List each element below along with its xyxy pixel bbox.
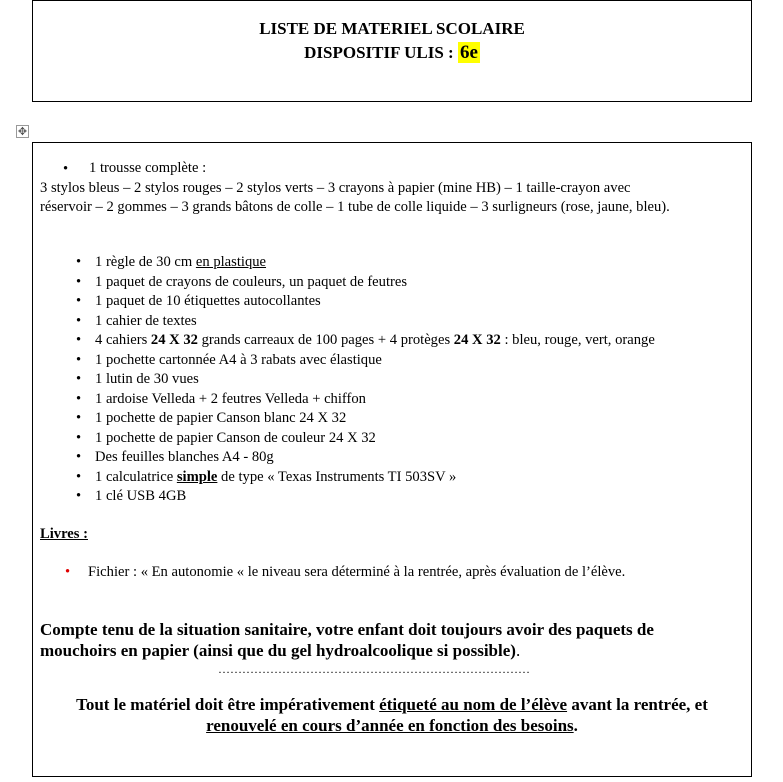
bullet: • — [76, 468, 82, 485]
item-text: 1 cahier de textes — [95, 312, 197, 329]
sanitaire-text: mouchoirs en papier (ainsi que du gel hydroalcoolique si possible) — [40, 641, 516, 660]
bullet: • — [76, 449, 82, 465]
sanitaire-line-2 — [40, 640, 520, 661]
sanitaire-line-1: Compte tenu de la situation sanitaire, votre enfant doit toujours avoir des paquets de — [40, 620, 654, 639]
list-item — [95, 274, 407, 291]
item-text: 1 paquet de crayons de couleurs, un paquet de feutres — [95, 273, 408, 290]
final-c: . — [573, 716, 578, 735]
bullet: • — [76, 273, 82, 290]
final-b: avant la rentrée, et — [567, 695, 708, 714]
item-text: 1 lutin de 30 vues — [95, 371, 199, 387]
trousse-line-2: réservoir – 2 gommes – 3 grands bâtons de colle – 1 tube de colle liquide – 3 surligneurs (rose, jaune, bleu). — [40, 199, 670, 215]
sanitaire-end: . — [515, 641, 521, 660]
bullet: • — [76, 312, 82, 329]
bullet: • — [76, 429, 82, 446]
item-text: 24 X 32 — [150, 332, 198, 348]
list-item — [95, 410, 346, 427]
item-text: 1 paquet de 10 étiquettes autocollantes — [95, 293, 321, 309]
list-item — [95, 254, 266, 271]
item-text: 4 cahiers — [95, 332, 151, 348]
bullet: • — [76, 351, 82, 368]
table-move-handle-icon[interactable]: ✥ — [17, 126, 28, 138]
item-text: 1 ardoise Velleda + 2 feutres Velleda + chiffon — [95, 390, 366, 407]
list-item — [95, 449, 274, 466]
red-bullet: • — [65, 564, 71, 580]
dotted-separator: …………………………………………………………………… — [218, 662, 530, 676]
item-text: 1 pochette cartonnée A4 à 3 rabats avec élastique — [95, 351, 382, 368]
item-text: de type « Texas Instruments TI 503SV » — [217, 468, 457, 485]
livres-item: Fichier : « En autonomie « le niveau sera déterminé à la rentrée, après évaluation de l’élève. — [88, 564, 626, 580]
item-text: 1 calculatrice — [95, 468, 177, 485]
trousse-label: 1 trousse complète : — [89, 160, 207, 176]
list-item — [95, 371, 199, 388]
list-item — [95, 352, 382, 369]
dispositif-label: DISPOSITIF ULIS : — [304, 43, 458, 62]
content-box — [32, 142, 752, 777]
list-item — [95, 293, 321, 310]
list-item — [95, 469, 456, 486]
item-text: simple — [176, 468, 218, 485]
item-text: en plastique — [195, 254, 267, 270]
bullet: • — [76, 390, 82, 407]
list-item — [95, 313, 197, 330]
title-line-1: LISTE DE MATERIEL SCOLAIRE — [259, 19, 525, 38]
bullet: • — [76, 410, 82, 426]
final-u1: étiqueté au nom de l’élève — [379, 695, 568, 714]
item-text: grands carreaux de 100 pages + 4 protèges — [197, 332, 454, 348]
final-a: Tout le matériel doit être impérativement — [76, 695, 380, 714]
bullet: • — [76, 371, 82, 387]
item-text: 1 règle de 30 cm — [95, 254, 196, 270]
item-text: 1 pochette de papier Canson de couleur 24 X 32 — [95, 429, 376, 446]
level-highlight: 6e — [459, 42, 478, 63]
trousse-line-1: 3 stylos bleus – 2 stylos rouges – 2 stylos verts – 3 crayons à papier (mine HB) – 1 taille-crayon avec — [40, 180, 631, 196]
title-box — [32, 0, 752, 102]
list-item — [95, 488, 186, 505]
bullet: • — [76, 488, 82, 504]
list-item — [95, 332, 655, 349]
bullet: • — [76, 254, 82, 270]
item-text: : bleu, rouge, vert, orange — [500, 332, 655, 348]
item-text: 1 pochette de papier Canson blanc 24 X 32 — [95, 410, 347, 426]
bullet: • — [63, 161, 69, 177]
title-line-2 — [33, 41, 751, 65]
list-item — [95, 430, 376, 447]
item-text: 1 clé USB 4GB — [95, 488, 187, 504]
final-note — [33, 694, 751, 736]
bullet: • — [76, 293, 82, 309]
livres-heading: Livres : — [40, 526, 88, 542]
final-u2: renouvelé en cours d’année en fonction des besoins — [206, 716, 574, 735]
list-item — [95, 391, 366, 408]
item-text: 24 X 32 — [453, 332, 501, 348]
bullet: • — [76, 332, 82, 348]
item-text: Des feuilles blanches A4 - 80g — [95, 449, 274, 465]
